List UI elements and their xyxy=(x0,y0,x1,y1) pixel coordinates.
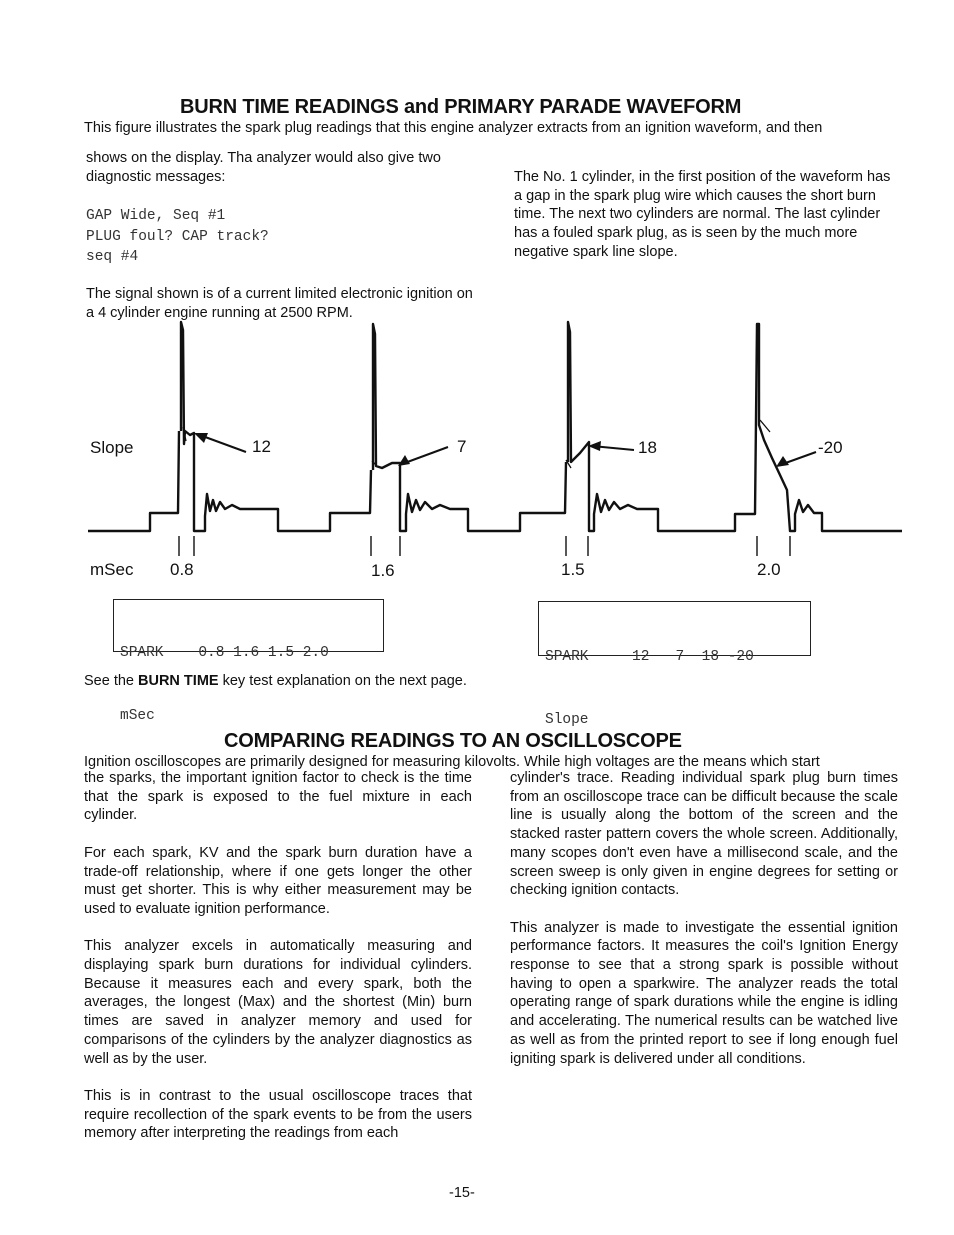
slope-value: 18 xyxy=(638,438,657,457)
right-column-text: The No. 1 cylinder, in the first position of the waveform has a gap in the spark plug wire which causes the short burn time. The next two cylinders are normal. The last cylinder has a fouled spark plug, as is seen by the much more negative spark line slope. xyxy=(514,169,891,260)
paragraph: This is in contrast to the usual oscilloscope traces that require recollection of the spark events to be from the users memory after interpreting the readings from each xyxy=(84,1087,472,1142)
see-burn-time-note: See the BURN TIME key test explanation on the next page. xyxy=(84,673,467,689)
paragraph: This analyzer is made to investigate the essential ignition performance factors. It measures the coil's Ignition Energy response to see that a strong spark is possible without having to open a sparkwire. The analyzer reads the total operating range of spark durations while the engine is idling and accelerating. The numerical results can be watched live as well as from the printed report to see if long enough fuel igniting spark is delivered under all conditions. xyxy=(510,919,898,1067)
section-title-oscilloscope: COMPARING READINGS TO AN OSCILLOSCOPE xyxy=(224,730,682,752)
msec-value: 1.6 xyxy=(371,561,395,580)
msec-value: 0.8 xyxy=(170,560,194,579)
display-line: Slope xyxy=(545,712,589,728)
display-line: SPARK 12 7 18 -20 xyxy=(545,649,754,665)
msec-label: mSec xyxy=(90,560,134,579)
left-column-body xyxy=(84,769,472,1162)
burn-time-key: BURN TIME xyxy=(138,673,219,689)
diagnostic-message: GAP Wide, Seq #1 xyxy=(86,208,226,224)
slope-value: 7 xyxy=(457,437,467,456)
display-line: mSec xyxy=(120,708,155,724)
section-title-burn-time: BURN TIME READINGS and PRIMARY PARADE WAVEFORM xyxy=(180,96,742,118)
display-box-slope xyxy=(538,601,811,728)
diagnostic-message: PLUG foul? CAP track? xyxy=(86,228,269,245)
section-intro: This figure illustrates the spark plug readings that this engine analyzer extracts from an ignition waveform, and then xyxy=(84,120,823,136)
paragraph: For each spark, KV and the spark burn duration have a trade-off relationship, where if one gets longer the other must get shorter. This is why either measurement may be used to evaluate ignition performance. xyxy=(84,844,472,917)
left-column-text: shows on the display. Tha analyzer would also give two diagnostic messages: xyxy=(86,150,441,185)
diagnostic-message: seq #4 xyxy=(86,249,139,265)
paragraph: the sparks, the important ignition factor to check is the time that the spark is exposed to the fuel mixture in each cylinder. xyxy=(84,770,472,824)
section2-intro: Ignition oscilloscopes are primarily designed for measuring kilovolts. While high voltages are the means which start xyxy=(84,754,820,770)
paragraph: cylinder's trace. Reading individual spark plug burn times from an oscilloscope trace can be difficult because the scale line is usually along the bottom of the screen and the stacked raster pattern covers the whole screen. Additionally, many scopes don't even have a millisecond scale, and the screen sweep is only given in engine degrees for setting or checking ignition contacts. xyxy=(510,770,898,899)
page-number: -15- xyxy=(449,1185,475,1201)
right-column-body xyxy=(510,769,898,1087)
burn-time-ticks xyxy=(179,536,790,556)
display-line: SPARK 0.8 1.6 1.5 2.0 xyxy=(120,645,329,661)
paragraph: This analyzer excels in automatically measuring and displaying spark burn durations for individual cylinders. Because it measures each and every spark, both the averages, the longest (Max) and the shortest (Min) burn times are saved in analyzer memory and used for comparisons of the cylinders by the analyzer diagnostics as well as by the user. xyxy=(84,938,472,1067)
slope-arrow xyxy=(402,447,448,464)
slope-label: Slope xyxy=(90,438,134,457)
msec-value: 2.0 xyxy=(757,560,781,579)
msec-value: 1.5 xyxy=(561,560,585,579)
slope-value: -20 xyxy=(818,438,843,457)
waveform-trace xyxy=(88,322,902,531)
slope-value: 12 xyxy=(252,437,271,456)
signal-description: The signal shown is of a current limited electronic ignition on a 4 cylinder engine running at 2500 RPM. xyxy=(86,286,473,321)
